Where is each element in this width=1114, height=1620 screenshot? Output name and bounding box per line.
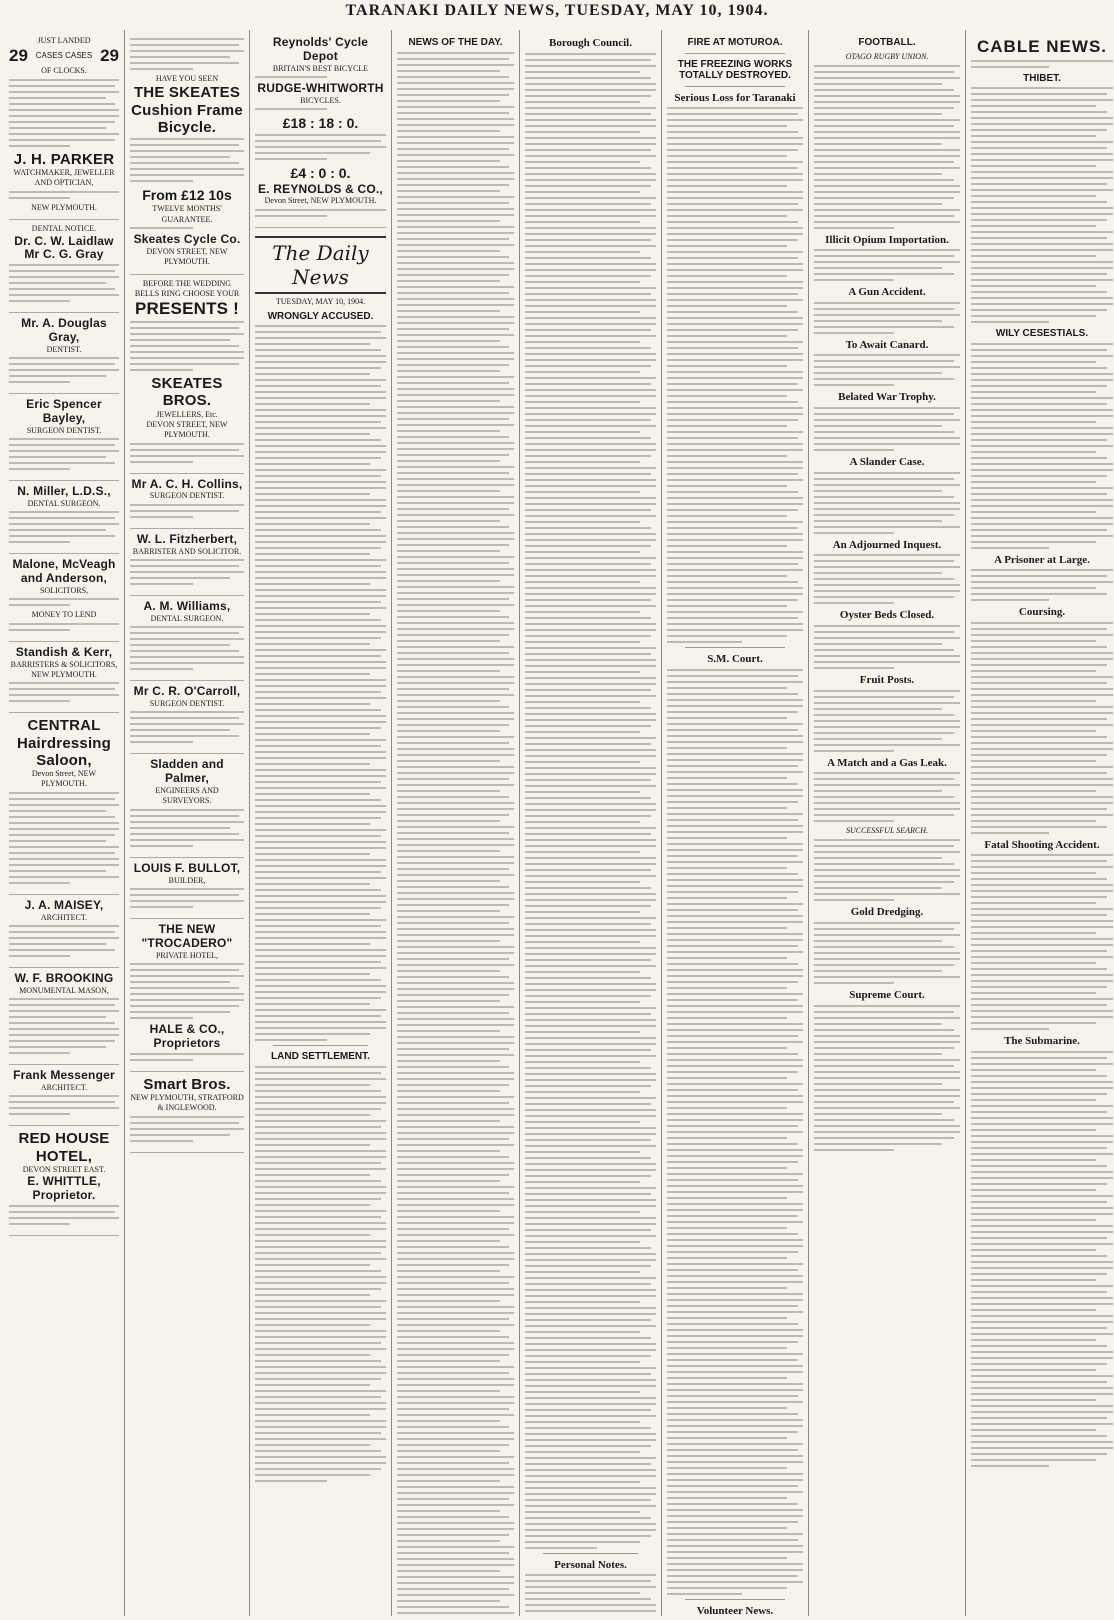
ad-clocks	[9, 32, 119, 220]
thibet-head: THIBET.	[1023, 72, 1061, 84]
law-malone-note: MONEY TO LEND	[31, 610, 97, 620]
ad-clocks-left: 29	[9, 46, 28, 66]
text-lines	[9, 191, 119, 199]
rudge-price: £18 : 18 : 0.	[282, 115, 359, 132]
opium-head: Illicit Opium Importation.	[825, 233, 949, 246]
text-lines	[814, 772, 960, 822]
smart-sub: NEW PLYMOUTH, STRATFORD & INGLEWOOD.	[130, 1092, 244, 1113]
text-lines	[9, 598, 119, 606]
ad-collins	[130, 474, 244, 529]
ad-clocks-maker: J. H. PARKER	[13, 150, 115, 168]
news-of-the-day-head: NEWS OF THE DAY.	[408, 37, 503, 48]
text-lines	[814, 839, 960, 901]
fire-head: FIRE AT MOTUROA.	[687, 37, 783, 48]
football-subhead: OTAGO RUGBY UNION.	[845, 51, 929, 61]
ad-clocks-trade: WATCHMAKER, JEWELLER AND OPTICIAN,	[13, 168, 115, 188]
column-7	[808, 30, 965, 1616]
collins-head: Mr A. C. H. Collins,	[131, 476, 243, 491]
ad-williams	[130, 596, 244, 681]
ad-salon	[9, 713, 119, 895]
masthead	[0, 0, 1114, 30]
text-lines	[130, 626, 244, 670]
text-lines	[130, 809, 244, 847]
skeates-intro: HAVE YOU SEEN	[155, 74, 219, 83]
sladden-sub: ENGINEERS AND SURVEYORS.	[155, 786, 219, 806]
text-lines	[814, 1005, 960, 1151]
skeates-guarantee: TWELVE MONTHS' GUARANTEE.	[152, 204, 222, 224]
text-lines	[814, 354, 960, 386]
ad-fitzherbert	[130, 529, 244, 596]
text-lines	[9, 264, 119, 302]
text-lines	[814, 472, 960, 534]
reynolds-co: E. REYNOLDS & CO.,	[258, 181, 383, 196]
text-lines	[971, 569, 1113, 601]
text-lines	[9, 357, 119, 383]
text-lines	[9, 682, 119, 702]
ocarroll-head: Mr C. R. O'Carroll,	[133, 684, 241, 699]
fitzherbert-sub: BARRISTER AND SOLICITOR.	[132, 546, 242, 556]
hotel-owner: E. WHITTLE, Proprietor.	[27, 1174, 101, 1203]
rudge-head: RUDGE-WHITWORTH	[257, 80, 384, 95]
dentist-gray: Mr C. G. Gray	[24, 247, 104, 262]
fire-subhead-2: Serious Loss for Taranaki	[674, 91, 796, 104]
salon-head: CENTRAL Hairdressing Saloon,	[16, 717, 112, 769]
text-lines	[971, 622, 1113, 834]
text-lines	[130, 321, 244, 371]
ad-maisey	[9, 895, 119, 968]
text-lines	[130, 963, 244, 1019]
skeates-bros-place: DEVON STREET, NEW PLYMOUTH.	[146, 419, 228, 440]
skeates-cycle-co: Skeates Cycle Co.	[133, 232, 241, 247]
text-lines	[525, 53, 656, 1549]
text-lines	[130, 559, 244, 585]
bullot-sub: BUILDER,	[168, 875, 206, 885]
ocarroll-sub: SURGEON DENTIST.	[149, 699, 225, 709]
text-lines	[971, 1051, 1113, 1467]
column-5	[519, 30, 661, 1616]
trocadero-head: THE NEW "TROCADERO"	[141, 922, 233, 950]
text-lines	[255, 76, 386, 78]
wily-celestials-head: WILY CESESTIALS.	[995, 328, 1089, 340]
masthead-title: TARANAKI DAILY NEWS, TUESDAY, MAY 10, 1904.	[345, 2, 769, 19]
column-4	[391, 30, 519, 1616]
land-settlement-head: LAND SETTLEMENT.	[271, 1051, 370, 1063]
war-trophy-head: Belated War Trophy.	[838, 391, 936, 404]
text-lines	[971, 343, 1113, 549]
text-lines	[814, 407, 960, 451]
text-lines	[667, 669, 803, 1595]
gun-accident-head: A Gun Accident.	[848, 286, 926, 299]
text-lines	[130, 227, 244, 229]
skeates-head: THE SKEATES Cushion Frame	[131, 84, 243, 119]
submarine-head: The Submarine.	[1004, 1035, 1080, 1048]
text-lines	[9, 511, 119, 543]
oyster-beds-head: Oyster Beds Closed.	[839, 609, 935, 622]
skeates-bicycle: Bicycle.	[157, 118, 217, 136]
skeates-price: From £12 10s	[142, 187, 232, 204]
second-hand-price: £4 : 0 : 0.	[290, 165, 351, 182]
reynolds-head: Reynolds' Cycle Depot	[272, 35, 369, 63]
supreme-court-head: Supreme Court.	[849, 988, 925, 1001]
text-lines	[814, 302, 960, 334]
hotel-place: DEVON STREET EAST.	[22, 1164, 106, 1174]
column-3	[249, 30, 391, 1616]
ad-clocks-place: NEW PLYMOUTH.	[31, 202, 97, 212]
ad-dental-bayley	[9, 394, 119, 481]
divider	[273, 1045, 368, 1046]
smart-head: Smart Bros.	[143, 1075, 231, 1093]
maisey-head: J. A. MAISEY,	[24, 897, 104, 912]
text-lines	[255, 134, 386, 160]
williams-head: A. M. Williams,	[143, 599, 231, 614]
law-malone-sub: SOLICITORS,	[39, 585, 89, 595]
text-lines	[9, 623, 119, 631]
text-lines	[525, 1574, 656, 1616]
text-lines	[130, 443, 244, 463]
dentist-laidlaw: Dr. C. W. Laidlaw	[14, 233, 114, 248]
divider	[685, 86, 785, 87]
messenger-head: Frank Messenger	[13, 1068, 115, 1083]
salon-place: Devon Street, NEW PLYMOUTH.	[31, 769, 97, 789]
fatal-shooting-head: Fatal Shooting Accident.	[984, 838, 1100, 851]
dentist-douglas-gray-sub: DENTIST.	[46, 344, 82, 354]
ad-reynolds	[255, 32, 386, 228]
daily-news-nameplate: The Daily News	[255, 236, 386, 294]
leader-dateline: TUESDAY, MAY 10, 1904.	[275, 296, 366, 306]
dentist-bayley-sub: SURGEON DENTIST.	[26, 425, 102, 435]
dentist-miller: N. Miller, L.D.S.,	[17, 484, 111, 499]
volunteer-news-head: Volunteer News.	[696, 1604, 774, 1616]
match-gas-leak-head: A Match and a Gas Leak.	[827, 756, 947, 769]
text-lines	[814, 554, 960, 604]
leader-head: WRONGLY ACCUSED.	[267, 310, 374, 322]
await-canard-head: To Await Canard.	[845, 338, 929, 351]
ad-red-house-hotel	[9, 1126, 119, 1235]
ad-brooking	[9, 968, 119, 1065]
text-lines	[9, 925, 119, 957]
ad-dental-miller	[9, 481, 119, 554]
text-lines	[9, 998, 119, 1054]
text-lines	[255, 325, 386, 1041]
presents-head: PRESENTS !	[134, 299, 240, 319]
messenger-sub: ARCHITECT.	[40, 1083, 88, 1092]
reynolds-place: Devon Street, NEW PLYMOUTH.	[264, 196, 377, 206]
borough-council-head: Borough Council.	[549, 37, 632, 49]
skeates-bros: SKEATES BROS.	[151, 375, 223, 410]
ad-malone	[9, 554, 119, 641]
law-standish: Standish & Kerr,	[15, 644, 113, 659]
divider	[685, 647, 785, 648]
gold-dredging-head: Gold Dredging.	[850, 906, 924, 919]
cable-news-head: CABLE NEWS.	[977, 37, 1107, 56]
text-lines	[971, 60, 1113, 68]
text-lines	[9, 792, 119, 884]
hotel-head: RED HOUSE HOTEL,	[18, 1130, 110, 1165]
divider	[685, 1599, 785, 1600]
presents-intro: BEFORE THE WEDDING BELLS RING CHOOSE YOUR	[134, 278, 240, 299]
column-2	[124, 30, 249, 1616]
law-standish-sub: BARRISTERS & SOLICITORS, NEW PLYMOUTH.	[10, 659, 118, 679]
dentist-bayley: Eric Spencer Bayley,	[26, 397, 102, 425]
divider	[685, 53, 785, 54]
ad-skeates-cycle	[130, 32, 244, 275]
fruit-posts-head: Fruit Posts.	[859, 673, 915, 686]
ad-dental-douglas-gray	[9, 313, 119, 394]
ad-trocadero	[130, 919, 244, 1072]
ad-smart-bros	[130, 1072, 244, 1153]
collins-sub: SURGEON DENTIST.	[149, 491, 225, 501]
ad-clocks-head: JUST LANDED	[37, 36, 91, 45]
text-lines	[255, 108, 386, 110]
reynolds-sub: BRITAIN'S BEST BICYCLE	[272, 63, 369, 73]
text-lines	[130, 1116, 244, 1142]
fire-subhead: THE FREEZING WORKS TOTALLY DESTROYED.	[677, 58, 793, 81]
ad-messenger	[9, 1065, 119, 1126]
williams-sub: DENTAL SURGEON.	[150, 613, 224, 623]
sladden-head: Sladden and Palmer,	[150, 757, 224, 786]
football-head: FOOTBALL.	[858, 37, 916, 48]
trocadero-sub: PRIVATE HOTEL,	[155, 950, 219, 960]
personal-notes-head: Personal Notes.	[554, 1558, 627, 1571]
ad-bullot	[130, 858, 244, 919]
text-lines	[397, 52, 514, 1617]
bullot-head: LOUIS F. BULLOT,	[133, 860, 241, 875]
coursing-head: Coursing.	[1018, 606, 1066, 619]
text-lines	[814, 922, 960, 984]
ad-clocks-cases	[9, 46, 119, 66]
text-lines	[814, 65, 960, 229]
text-lines	[130, 504, 244, 518]
text-lines	[9, 1205, 119, 1225]
newspaper-page	[0, 30, 1114, 1620]
text-lines	[130, 1053, 244, 1061]
divider	[543, 1553, 638, 1554]
prisoner-at-large-head: A Prisoner at Large.	[994, 553, 1090, 566]
slander-case-head: A Slander Case.	[849, 456, 925, 469]
rudge-sub: BICYCLES.	[300, 95, 341, 105]
law-malone: Malone, McVeagh and Anderson,	[12, 557, 116, 586]
text-lines	[9, 438, 119, 470]
ad-clocks-mid: CASES CASES	[35, 50, 93, 60]
ad-ocarroll	[130, 681, 244, 754]
column-6	[661, 30, 808, 1616]
maisey-sub: ARCHITECT.	[40, 912, 88, 922]
successful-search-head: SUCCESSFUL SEARCH.	[845, 826, 929, 836]
text-lines	[814, 690, 960, 752]
dentist-douglas-gray: Mr. A. Douglas Gray,	[21, 316, 107, 344]
ad-clocks-right: 29	[100, 46, 119, 66]
text-lines	[130, 138, 244, 182]
text-lines	[971, 87, 1113, 323]
sm-court-head: S.M. Court.	[707, 653, 763, 666]
ad-presents	[130, 275, 244, 474]
ad-dental-laidlaw	[9, 220, 119, 313]
ad-standish	[9, 642, 119, 714]
text-lines	[130, 38, 244, 70]
brooking-head: W. F. BROOKING	[14, 971, 114, 986]
fitzherbert-head: W. L. Fitzherbert,	[136, 531, 238, 546]
dental-notice: DENTAL NOTICE.	[31, 224, 97, 234]
text-lines	[971, 854, 1113, 1030]
dentist-miller-sub: DENTAL SURGEON.	[27, 498, 101, 508]
text-lines	[667, 107, 803, 643]
text-lines	[255, 1066, 386, 1482]
text-lines	[9, 79, 119, 147]
text-lines	[814, 249, 960, 281]
ad-sladden	[130, 754, 244, 857]
brooking-sub: MONUMENTAL MASON,	[19, 985, 109, 995]
skeates-bros-sub: JEWELLERS, Etc.	[156, 409, 218, 419]
text-lines	[130, 888, 244, 908]
text-lines	[814, 625, 960, 669]
text-lines	[130, 711, 244, 743]
skeates-cycle-place: DEVON STREET, NEW PLYMOUTH.	[146, 246, 228, 267]
adjourned-inquest-head: An Adjourned Inquest.	[832, 538, 942, 551]
text-lines	[255, 209, 386, 217]
column-8	[965, 30, 1114, 1616]
column-1	[4, 30, 124, 1616]
trocadero-hale: HALE & CO., Proprietors	[149, 1021, 225, 1050]
ad-clocks-sub: OF CLOCKS.	[41, 66, 87, 76]
text-lines	[9, 1095, 119, 1115]
